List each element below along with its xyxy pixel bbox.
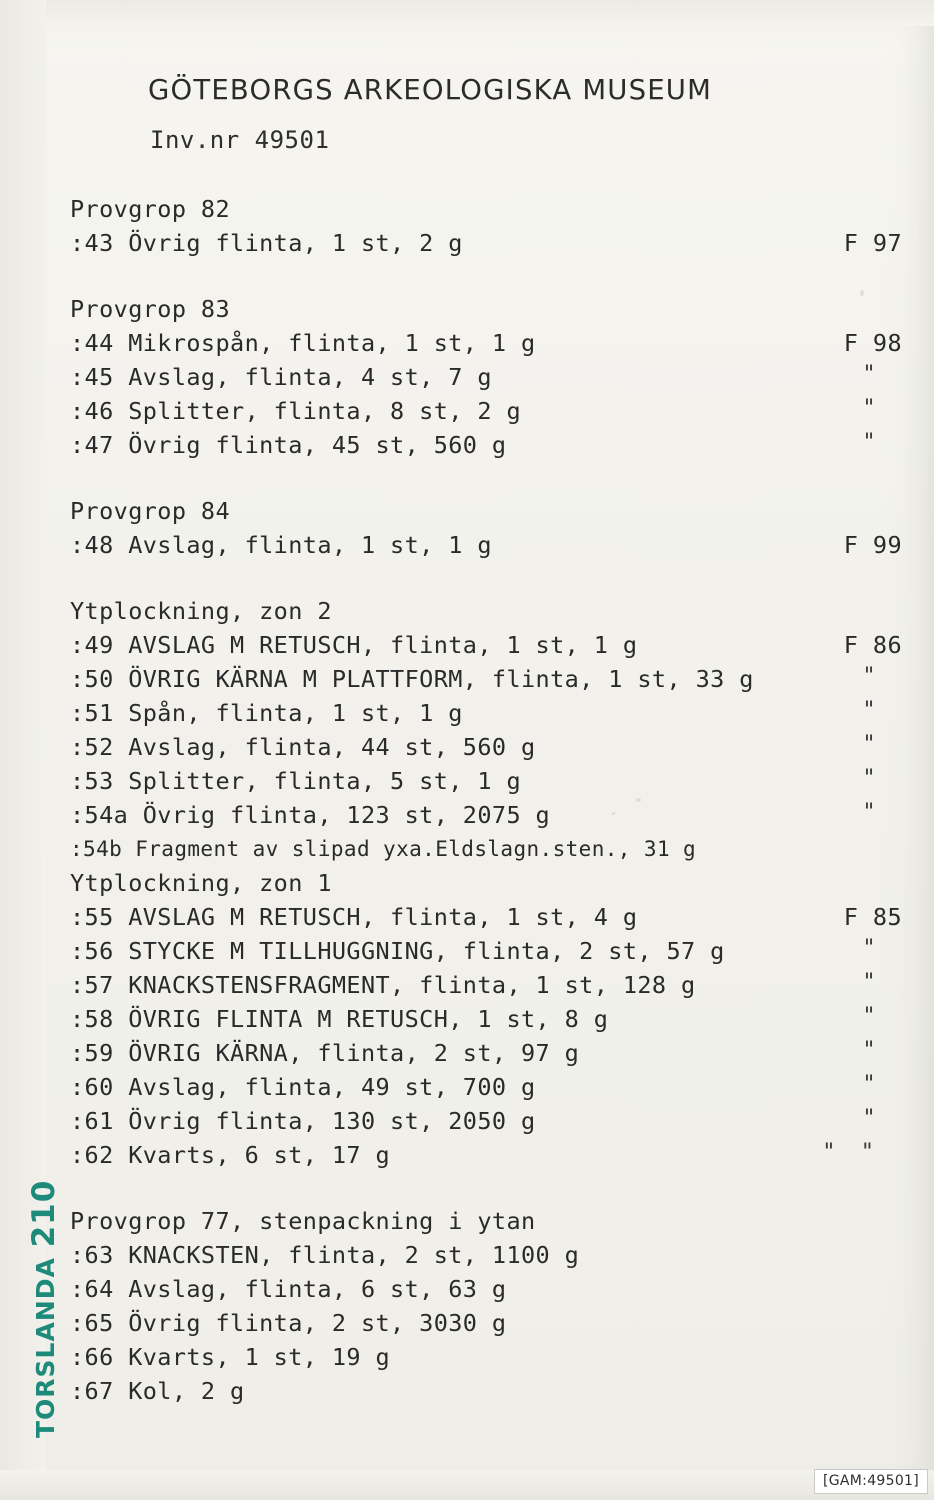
catalog-entry [70,1374,920,1408]
catalog-entry [70,662,920,696]
ditto-mark: " [862,970,876,995]
catalog-entry [70,730,920,764]
catalog-entry [70,900,920,934]
catalog-entry [70,1238,920,1272]
catalog-entry-text: :58 ÖVRIG FLINTA M RETUSCH, 1 st, 8 g [70,1005,609,1033]
catalog-entry-text: :66 Kvarts, 1 st, 19 g [70,1343,391,1371]
catalog-entry [70,1272,920,1306]
section-spacer [70,1172,920,1204]
catalog-entry-text: :67 Kol, 2 g [70,1377,245,1405]
catalog-entry [70,1306,920,1340]
catalog-entry [70,1070,920,1104]
museum-heading: GÖTEBORGS ARKEOLOGISKA MUSEUM [148,74,713,106]
ditto-mark: " [862,1106,876,1131]
catalog-entry-text: :51 Spån, flinta, 1 st, 1 g [70,699,463,727]
ditto-mark: " [862,664,876,689]
catalog-entry-text: :49 AVSLAG M RETUSCH, flinta, 1 st, 1 g [70,631,638,659]
catalog-entry-text: :56 STYCKE M TILLHUGGNING, flinta, 2 st, 57 g [70,937,725,965]
find-number: F 98 [843,329,902,357]
catalog-entry [70,764,920,798]
catalog-entry [70,1138,920,1172]
ditto-mark: " [862,936,876,961]
catalog-entry [70,326,920,360]
catalog-entry [70,428,920,462]
inventory-number: Inv.nr 49501 [150,126,330,154]
ditto-mark: " [862,1072,876,1097]
section-title: Provgrop 84 [70,497,231,525]
ditto-mark: " [862,800,876,825]
catalog-entry-text: :45 Avslag, flinta, 4 st, 7 g [70,363,492,391]
torslanda-stamp-text: TORSLANDA [31,1257,60,1438]
section-spacer [70,260,920,292]
find-number: F 85 [843,903,902,931]
catalog-entry-text: :61 Övrig flinta, 130 st, 2050 g [70,1107,536,1135]
catalog-entry-text: :46 Splitter, flinta, 8 st, 2 g [70,397,521,425]
catalog-entry [70,226,920,260]
catalog-entry-text: :54b Fragment av slipad yxa.Eldslagn.sten., 31 g [70,837,697,861]
find-number: F 86 [843,631,902,659]
torslanda-stamp-number: 210 [26,1179,62,1248]
section-title: Ytplockning, zon 2 [70,597,332,625]
catalog-entry-text: :64 Avslag, flinta, 6 st, 63 g [70,1275,507,1303]
find-number: F 99 [843,531,902,559]
catalog-entry [70,934,920,968]
ditto-mark: " [862,766,876,791]
catalog-entry-text: :60 Avslag, flinta, 49 st, 700 g [70,1073,536,1101]
ditto-mark: " [862,430,876,455]
catalog-entry [70,1036,920,1070]
catalog-entry [70,798,920,832]
catalog-entry [70,968,920,1002]
ditto-mark: " [862,396,876,421]
section-title: Provgrop 82 [70,195,231,223]
catalog-entry-text: :47 Övrig flinta, 45 st, 560 g [70,431,507,459]
catalog-entry [70,1340,920,1374]
ditto-mark: " [862,1004,876,1029]
catalog-entry-text: :52 Avslag, flinta, 44 st, 560 g [70,733,536,761]
catalog-entry [70,394,920,428]
catalog-entry [70,832,920,866]
catalog-entry [70,528,920,562]
section-title: Provgrop 83 [70,295,231,323]
catalog-entry-list [70,192,920,1408]
catalog-entry-text: :65 Övrig flinta, 2 st, 3030 g [70,1309,507,1337]
catalog-entry-text: :59 ÖVRIG KÄRNA, flinta, 2 st, 97 g [70,1039,580,1067]
catalog-entry [70,360,920,394]
catalog-entry [70,1002,920,1036]
archive-id-badge: [GAM:49501] [814,1469,928,1494]
catalog-entry-text: :57 KNACKSTENSFRAGMENT, flinta, 1 st, 128 g [70,971,696,999]
catalog-entry [70,696,920,730]
section-title: Provgrop 77, stenpackning i ytan [70,1207,536,1235]
section-spacer [70,462,920,494]
catalog-entry-text: :53 Splitter, flinta, 5 st, 1 g [70,767,521,795]
catalog-entry-text: :54a Övrig flinta, 123 st, 2075 g [70,801,551,829]
ditto-mark: " " [822,1140,880,1165]
catalog-entry-text: :48 Avslag, flinta, 1 st, 1 g [70,531,492,559]
find-number: F 97 [843,229,902,257]
ditto-mark: " [862,362,876,387]
catalog-entry-text: :63 KNACKSTEN, flinta, 2 st, 1100 g [70,1241,580,1269]
catalog-entry-text: :62 Kvarts, 6 st, 17 g [70,1141,391,1169]
torslanda-stamp [26,1178,62,1438]
ditto-mark: " [862,732,876,757]
section-title: Ytplockning, zon 1 [70,869,332,897]
section-spacer [70,562,920,594]
ditto-mark: " [862,1038,876,1063]
catalog-entry [70,1104,920,1138]
catalog-entry [70,628,920,662]
catalog-entry-text: :44 Mikrospån, flinta, 1 st, 1 g [70,329,536,357]
catalog-entry-text: :50 ÖVRIG KÄRNA M PLATTFORM, flinta, 1 st, 33 g [70,665,754,693]
catalog-entry-text: :43 Övrig flinta, 1 st, 2 g [70,229,463,257]
catalog-entry-text: :55 AVSLAG M RETUSCH, flinta, 1 st, 4 g [70,903,638,931]
ditto-mark: " [862,698,876,723]
